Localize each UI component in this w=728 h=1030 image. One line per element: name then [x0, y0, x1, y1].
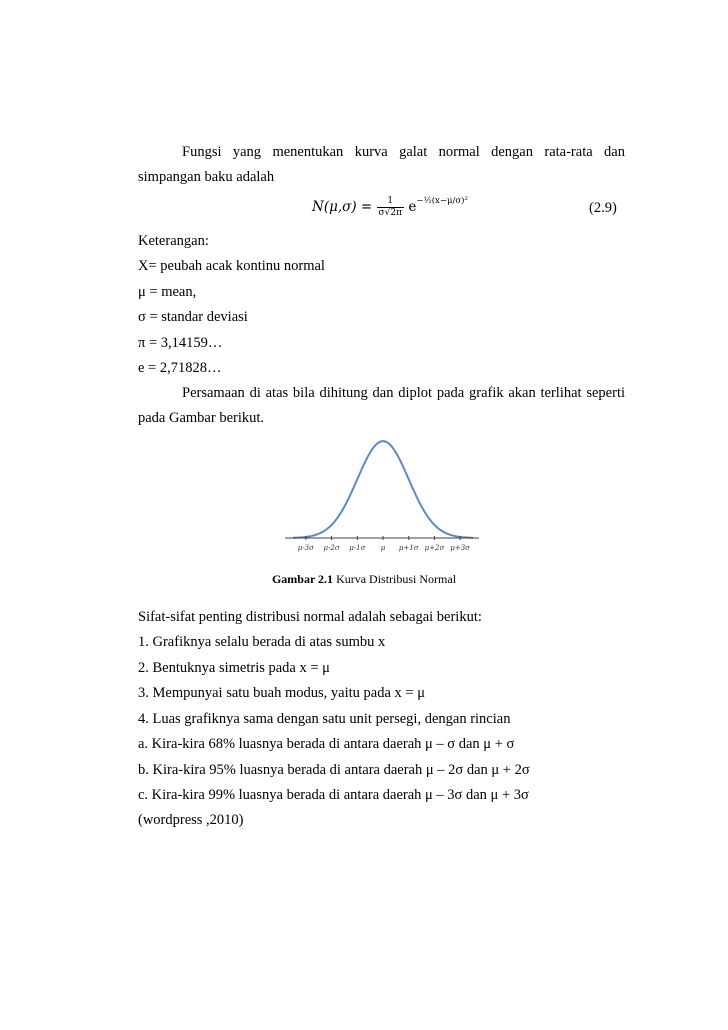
para2-line-1: Persamaan di atas bila dihitung dan diplot pada grafik akan terlihat seperti [182, 385, 625, 401]
keterangan-item: μ = mean, [138, 284, 197, 300]
caption-text: Kurva Distribusi Normal [333, 572, 457, 586]
equation-exponent: −½(x−μ/σ)² [416, 196, 468, 206]
equation-fraction [377, 196, 405, 219]
sifat-title: Sifat-sifat penting distribusi normal adalah sebagai berikut: [138, 609, 482, 625]
caption-label: Gambar 2.1 [271, 572, 334, 586]
citation: (wordpress ,2010) [138, 812, 244, 828]
equation-lhs: N(μ,σ) = [312, 199, 373, 215]
sifat-item: c. Kira-kira 99% luasnya berada di antara daerah μ – 3σ dan μ + 3σ [138, 787, 529, 803]
x-tick-label: μ-3σ [297, 544, 314, 552]
para2-line-2: pada Gambar berikut. [138, 410, 265, 426]
fraction-numerator: 1 [377, 196, 405, 208]
sifat-item: 2. Bentuknya simetris pada x = μ [138, 660, 330, 676]
normal-equation [312, 196, 468, 226]
sifat-item: 3. Mempunyai satu buah modus, yaitu pada x = μ [138, 685, 425, 701]
sifat-item: b. Kira-kira 95% luasnya berada di antara daerah μ – 2σ dan μ + 2σ [138, 762, 530, 778]
x-tick-label: μ+3σ [450, 544, 470, 552]
bell-curve-line [293, 441, 473, 538]
x-tick-label: μ [380, 544, 386, 552]
sifat-item: 1. Grafiknya selalu berada di atas sumbu x [138, 634, 386, 650]
x-tick-label: μ-2σ [323, 544, 340, 552]
normal-distribution-chart [283, 428, 483, 558]
keterangan-title: Keterangan: [138, 233, 209, 249]
x-tick-label: μ-1σ [349, 544, 366, 552]
keterangan-item: π = 3,14159… [138, 335, 223, 351]
equation-number: (2.9) [589, 200, 617, 216]
figure-caption [0, 572, 728, 587]
intro-line-1: Fungsi yang menentukan kurva galat normal dengan rata-rata dan [182, 144, 625, 160]
equation-base: e [408, 199, 417, 215]
keterangan-item: X= peubah acak kontinu normal [138, 258, 325, 274]
keterangan-item: σ = standar deviasi [138, 309, 248, 325]
sifat-item: a. Kira-kira 68% luasnya berada di antara daerah μ – σ dan μ + σ [138, 736, 515, 752]
fraction-denominator: σ√2π [378, 208, 403, 218]
x-tick-label: μ+1σ [398, 544, 419, 552]
intro-line-2: simpangan baku adalah [138, 169, 275, 185]
keterangan-item: e = 2,71828… [138, 360, 222, 376]
sifat-item: 4. Luas grafiknya sama dengan satu unit persegi, dengan rincian [138, 711, 511, 727]
x-tick-label: μ+2σ [424, 544, 445, 552]
